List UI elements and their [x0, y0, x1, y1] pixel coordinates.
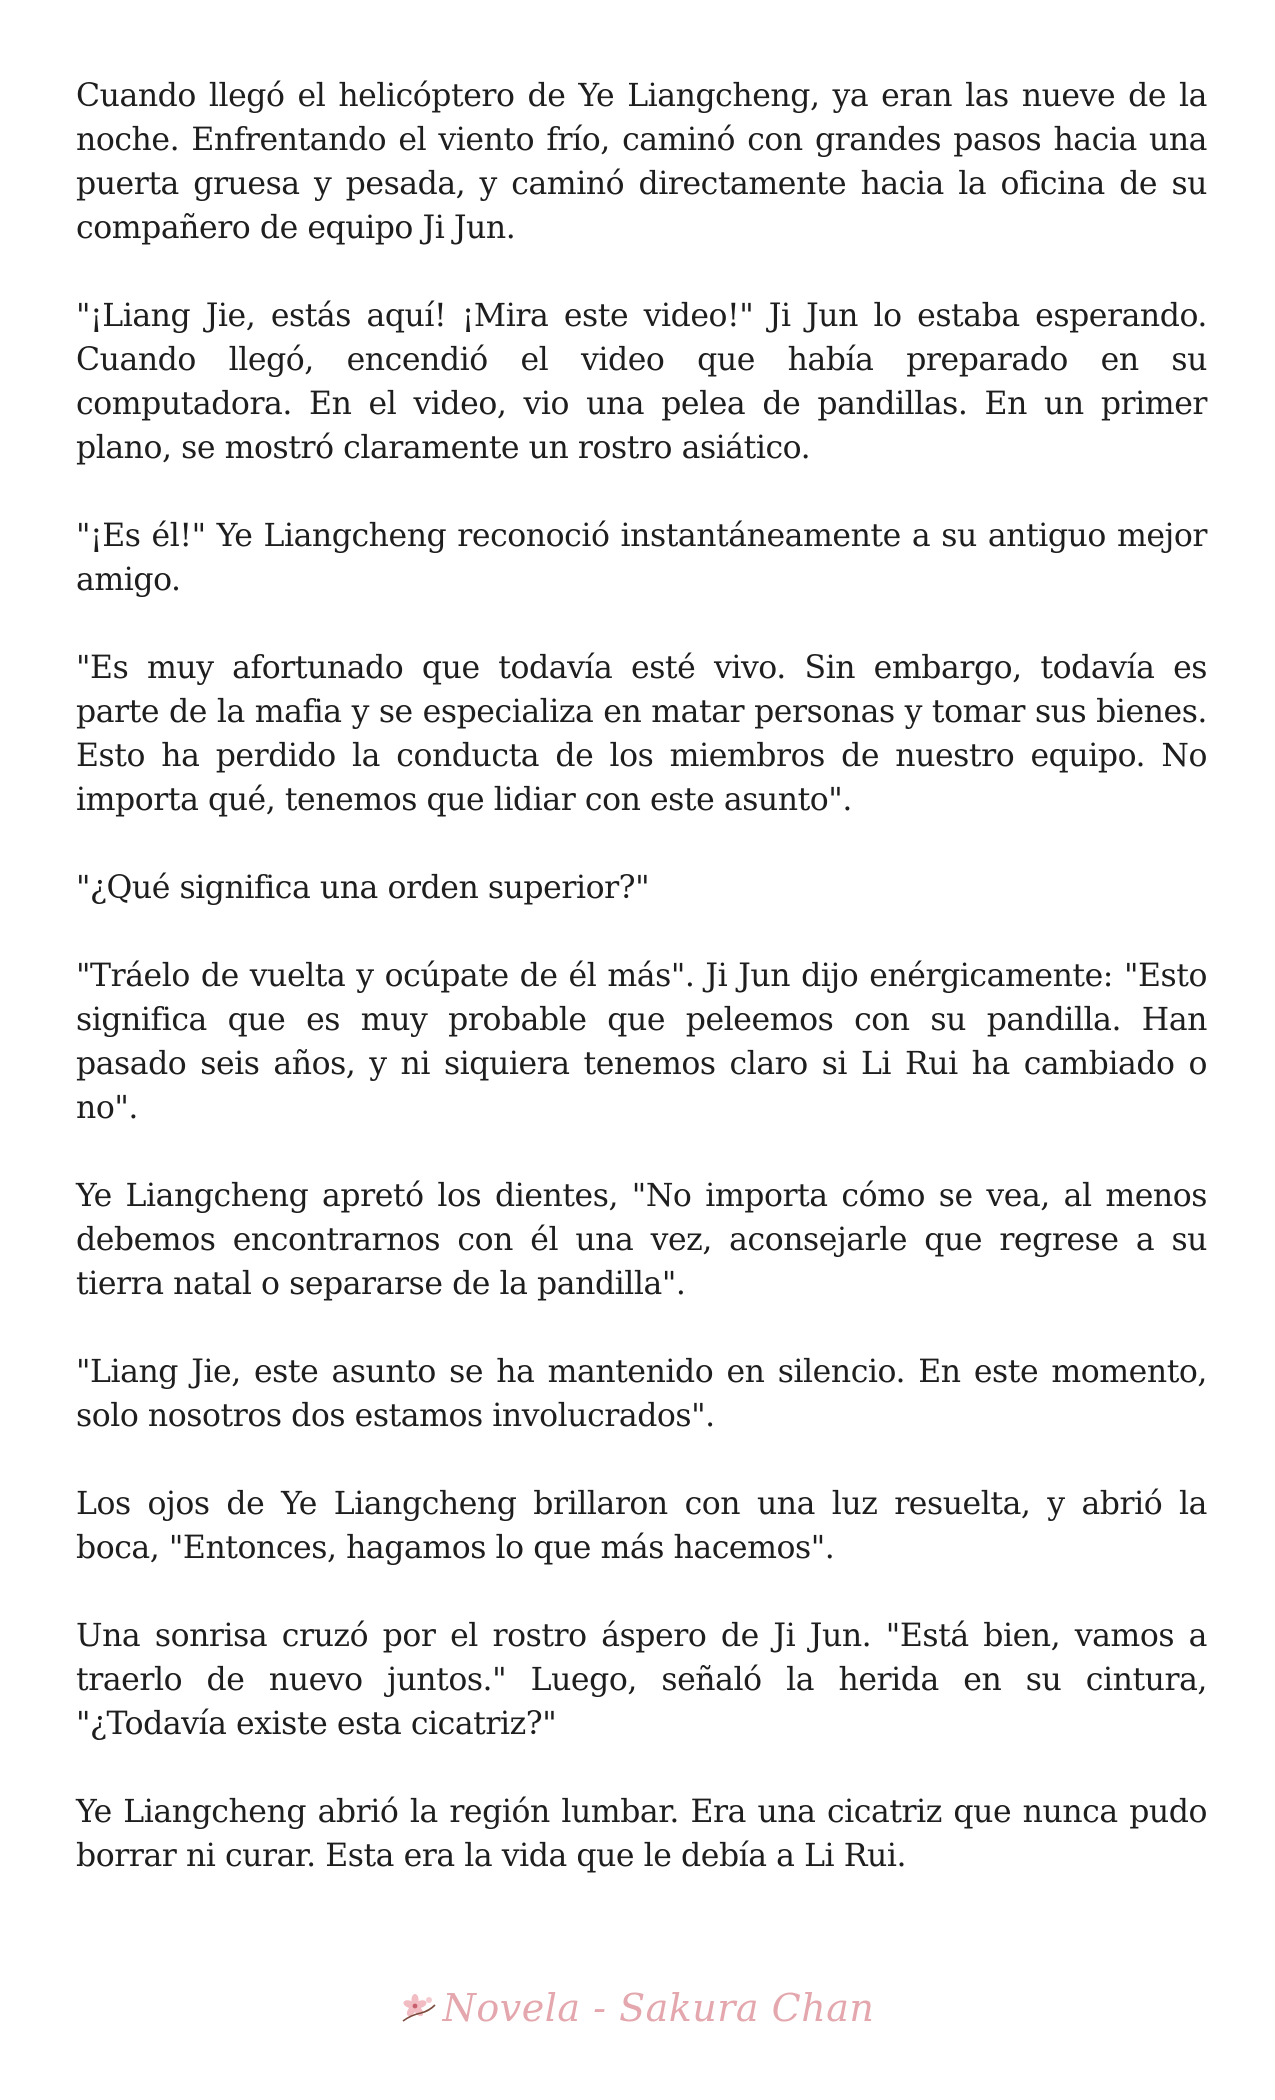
paragraph-10: Una sonrisa cruzó por el rostro áspero de Ji Jun. "Está bien, vamos a traerlo de nuevo juntos." Luego, señaló la herida en su cintura, "¿Todavía existe esta cicatriz?"	[76, 1618, 1207, 1742]
watermark	[0, 1978, 1275, 2038]
paragraph-7: Ye Liangcheng apretó los dientes, "No importa cómo se vea, al menos debemos encontrarnos con él una vez, aconsejarle que regrese a su tierra natal o separarse de la pandilla".	[76, 1178, 1207, 1302]
watermark-group	[401, 1986, 875, 2030]
paragraph-9: Los ojos de Ye Liangcheng brillaron con una luz resuelta, y abrió la boca, "Entonces, hagamos lo que más hacemos".	[76, 1486, 1207, 1566]
watermark-text: Novela - Sakura Chan	[442, 1986, 875, 2030]
paragraph-2: "¡Liang Jie, estás aquí! ¡Mira este video!" Ji Jun lo estaba esperando. Cuando llegó, encendió el video que había preparado en su computadora. En el video, vio una pelea de pandillas. En un primer plano, se mostró claramente un rostro asiático.	[76, 298, 1207, 466]
paragraph-11: Ye Liangcheng abrió la región lumbar. Era una cicatriz que nunca pudo borrar ni curar. Esta era la vida que le debía a Li Rui.	[76, 1794, 1207, 1874]
paragraph-5: "¿Qué significa una orden superior?"	[76, 870, 650, 906]
paragraph-8: "Liang Jie, este asunto se ha mantenido en silencio. En este momento, solo nosotros dos estamos involucrados".	[76, 1354, 1207, 1434]
story-text	[76, 74, 1207, 1922]
paragraph-4: "Es muy afortunado que todavía esté vivo. Sin embargo, todavía es parte de la mafia y se especializa en matar personas y tomar sus bienes. Esto ha perdido la conducta de los miembros de nuestro equipo. No importa qué, tenemos que lidiar con este asunto".	[76, 650, 1207, 818]
sakura-flower-icon	[401, 1991, 437, 2025]
paragraph-3: "¡Es él!" Ye Liangcheng reconoció instantáneamente a su antiguo mejor amigo.	[76, 518, 1207, 598]
paragraph-6: "Tráelo de vuelta y ocúpate de él más". Ji Jun dijo enérgicamente: "Esto significa que es muy probable que peleemos con su pandilla. Han pasado seis años, y ni siquiera tenemos claro si Li Rui ha cambiado o no".	[76, 958, 1207, 1126]
paragraph-1: Cuando llegó el helicóptero de Ye Liangcheng, ya eran las nueve de la noche. Enfrentando el viento frío, caminó con grandes pasos hacia una puerta gruesa y pesada, y caminó directamente hacia la oficina de su compañero de equipo Ji Jun.	[76, 78, 1207, 246]
